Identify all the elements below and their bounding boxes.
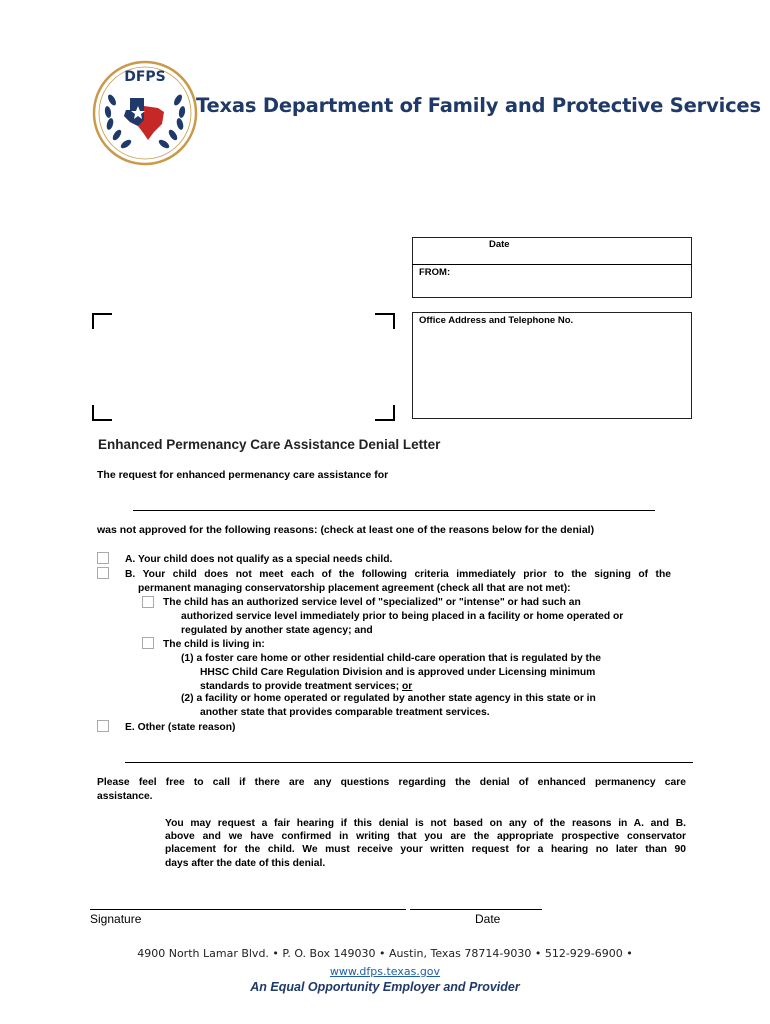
footer-website-link[interactable]: www.dfps.texas.gov xyxy=(329,965,441,978)
hearing-line3: placement for the child. We must receive your written request for a hearing no later than 90 xyxy=(165,844,686,855)
reasons-intro: was not approved for the following reasons: (check at least one of the reasons below for the denial) xyxy=(97,524,595,536)
address-corner-bottom-right xyxy=(375,405,395,421)
criterion-living-text: The child is living in: xyxy=(163,639,265,650)
option-1-or: or xyxy=(402,681,413,692)
signature-label: Signature xyxy=(90,912,142,926)
request-intro: The request for enhanced permenancy care assistance for xyxy=(97,469,389,481)
criterion-service-level-line1: The child has an authorized service level of "specialized" or "intense" or had such an xyxy=(163,597,581,608)
option-2-line2: another state that provides comparable treatment services. xyxy=(200,707,490,718)
reason-b-checkbox[interactable] xyxy=(97,567,109,579)
box-divider xyxy=(412,264,692,265)
letter-title: Enhanced Permenancy Care Assistance Denial Letter xyxy=(98,437,441,452)
other-reason-line[interactable] xyxy=(125,762,693,763)
hearing-line1: You may request a fair hearing if this denial is not based on any of the reasons in A. and B. xyxy=(165,818,686,829)
option-1-line2: HHSC Child Care Regulation Division and is approved under Licensing minimum xyxy=(200,667,596,678)
criterion-service-level-checkbox[interactable] xyxy=(142,596,154,608)
reason-b-text-line1: B. Your child does not meet each of the following criteria immediately prior to the signing of the xyxy=(125,569,671,580)
date-from-box xyxy=(412,237,692,298)
child-name-line[interactable] xyxy=(133,510,655,511)
reason-a-text: A. Your child does not qualify as a special needs child. xyxy=(125,554,393,565)
logo-text: DFPS xyxy=(124,69,166,85)
hearing-line4: days after the date of this denial. xyxy=(165,858,326,869)
call-paragraph-line2: assistance. xyxy=(97,791,153,802)
reason-e-text: E. Other (state reason) xyxy=(125,722,236,733)
address-corner-top-left xyxy=(92,313,112,329)
signature-date-line[interactable] xyxy=(410,909,542,910)
reason-e-checkbox[interactable] xyxy=(97,720,109,732)
address-corner-bottom-left xyxy=(92,405,112,421)
criterion-service-level-line3: regulated by another state agency; and xyxy=(181,625,373,636)
option-1-line1: (1) a foster care home or other residential child-care operation that is regulated by the xyxy=(181,653,601,664)
criterion-service-level-line2: authorized service level immediately prior to being placed in a facility or home operated or xyxy=(181,611,624,622)
address-corner-top-right xyxy=(375,313,395,329)
call-paragraph-line1: Please feel free to call if there are any questions regarding the denial of enhanced permanency care xyxy=(97,777,686,788)
option-2-line1: (2) a facility or home operated or regulated by another state agency in this state or in xyxy=(181,693,596,704)
hearing-line2: above and we have confirmed in writing that you are the appropriate prospective conservator xyxy=(165,831,686,842)
footer-address: 4900 North Lamar Blvd. • P. O. Box 149030 • Austin, Texas 78714-9030 • 512-929-6900 • xyxy=(137,947,633,960)
option-1-line3-text: standards to provide treatment services; xyxy=(200,681,400,692)
office-address-box xyxy=(412,312,692,419)
date-label: Date xyxy=(489,239,510,250)
signature-line[interactable] xyxy=(90,909,406,910)
footer-eo-statement: An Equal Opportunity Employer and Provider xyxy=(250,980,520,994)
organization-name: Texas Department of Family and Protective Services xyxy=(196,94,761,117)
office-address-label: Office Address and Telephone No. xyxy=(419,315,574,326)
criterion-living-checkbox[interactable] xyxy=(142,637,154,649)
dfps-logo xyxy=(92,60,198,166)
from-label: FROM: xyxy=(419,267,451,278)
reason-b-text-line2: permanent managing conservatorship placement agreement (check all that are not met): xyxy=(138,583,571,594)
signature-date-label: Date xyxy=(475,912,501,926)
reason-a-checkbox[interactable] xyxy=(97,552,109,564)
